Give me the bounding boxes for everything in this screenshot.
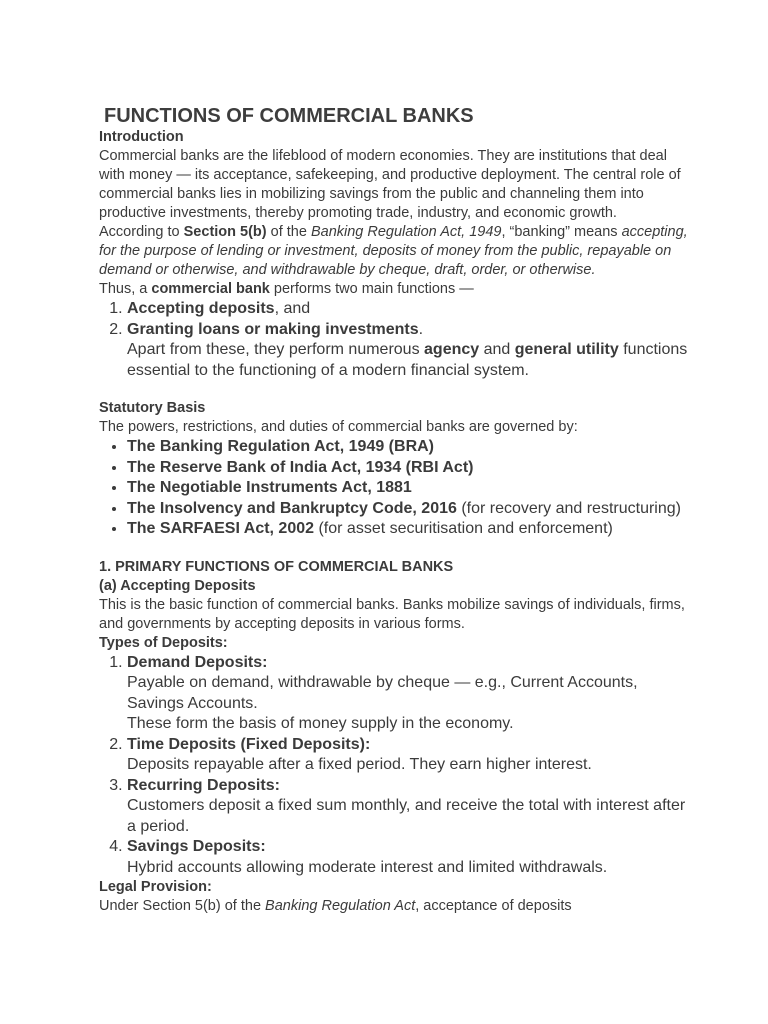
text: Thus, a — [99, 281, 152, 297]
list-item — [127, 735, 689, 776]
subsection-heading: (a) Accepting Deposits — [99, 577, 256, 594]
item-bold: Recurring Deposits: — [127, 776, 280, 794]
section-ref: Section 5(b) — [183, 224, 267, 240]
list-item — [127, 458, 689, 479]
legal-paragraph — [99, 897, 689, 916]
item-text: (for asset securitisation and enforcement) — [314, 520, 613, 537]
statutory-paragraph: The powers, restrictions, and duties of commercial banks are governed by: — [99, 419, 578, 435]
introduction-heading: Introduction — [99, 129, 184, 145]
term: agency — [424, 341, 480, 358]
list-item — [127, 437, 689, 458]
list-item — [127, 299, 689, 320]
page-title: FUNCTIONS OF COMMERCIAL BANKS — [104, 105, 474, 127]
list-item — [127, 499, 689, 520]
definition-paragraph — [99, 223, 689, 280]
definition-text: accepting, for the purpose of lending or investment, deposits of money from the public, repayable on demand or otherwise, and withdrawable by cheque, draft, order, or otherwise. — [99, 224, 688, 278]
text: functions essential to the functioning of a modern financial system. — [127, 341, 688, 379]
spacer — [99, 381, 689, 399]
item-bold: Demand Deposits: — [127, 653, 268, 671]
item-bold: Granting loans or making investments — [127, 320, 419, 338]
statutes-list — [99, 437, 689, 540]
item-bold: Time Deposits (Fixed Deposits): — [127, 735, 371, 753]
item-text: , and — [274, 300, 311, 317]
item-text: . — [418, 320, 424, 338]
statutory-heading: Statutory Basis — [99, 400, 206, 416]
text: Apart from these, they perform numerous — [127, 341, 425, 358]
legal-heading: Legal Provision: — [99, 879, 212, 895]
item-bold: The SARFAESI Act, 2002 — [127, 520, 315, 537]
types-heading: Types of Deposits: — [99, 634, 228, 651]
list-item — [127, 653, 689, 735]
act-name: Banking Regulation Act — [265, 898, 416, 914]
list-item — [127, 519, 689, 540]
text: performs two main functions — — [269, 281, 474, 297]
list-item — [127, 776, 689, 838]
item-detail: Customers deposit a fixed sum monthly, and receive the total with interest after a period. — [127, 797, 686, 835]
item-bold: Accepting deposits — [127, 300, 275, 317]
spacer — [99, 540, 689, 558]
text: , acceptance of deposits — [415, 898, 572, 914]
document-page — [99, 104, 689, 916]
list-item — [127, 837, 689, 878]
functions-intro — [99, 280, 689, 299]
item-text: (for recovery and restructuring) — [456, 499, 681, 517]
intro-paragraph: Commercial banks are the lifeblood of modern economies. They are institutions that deal with money — its acceptance, safekeeping, and productive deployment. The central role of commercial banks lies in mobilizing savings from the public and channeling them into productive investments, thereby promoting trade, industry, and economic growth. — [99, 148, 681, 221]
list-item — [127, 320, 689, 382]
item-detail: Hybrid accounts allowing moderate interest and limited withdrawals. — [127, 858, 608, 876]
deposit-types-list — [99, 653, 689, 879]
item-bold: The Reserve Bank of India Act, 1934 (RBI Act) — [127, 458, 474, 476]
item-bold: The Insolvency and Bankruptcy Code, 2016 — [127, 499, 457, 517]
item-bold: The Banking Regulation Act, 1949 (BRA) — [127, 438, 434, 455]
text: and — [479, 341, 515, 358]
item-bold: The Negotiable Instruments Act, 1881 — [127, 479, 412, 496]
text: , “banking” means — [501, 224, 622, 240]
main-functions-list — [99, 299, 689, 381]
act-name: Banking Regulation Act, 1949 — [310, 224, 502, 240]
text: of the — [266, 224, 311, 240]
item-detail: Deposits repayable after a fixed period. They earn higher interest. — [127, 756, 592, 773]
item-bold: Savings Deposits: — [127, 838, 266, 855]
term: general utility — [514, 341, 619, 358]
text: According to — [99, 224, 184, 240]
list-item — [127, 478, 689, 499]
agency-note — [127, 340, 689, 381]
section-heading: 1. PRIMARY FUNCTIONS OF COMMERCIAL BANKS — [99, 558, 454, 575]
term: commercial bank — [151, 281, 270, 297]
text: Under Section 5(b) of the — [99, 898, 266, 914]
deposits-paragraph: This is the basic function of commercial banks. Banks mobilize savings of individuals, firms, and governments by accepting deposits in various forms. — [99, 596, 685, 632]
item-detail: Payable on demand, withdrawable by cheque — e.g., Current Accounts, Savings Accounts. — [127, 674, 638, 712]
item-detail: These form the basis of money supply in the economy. — [127, 715, 514, 732]
